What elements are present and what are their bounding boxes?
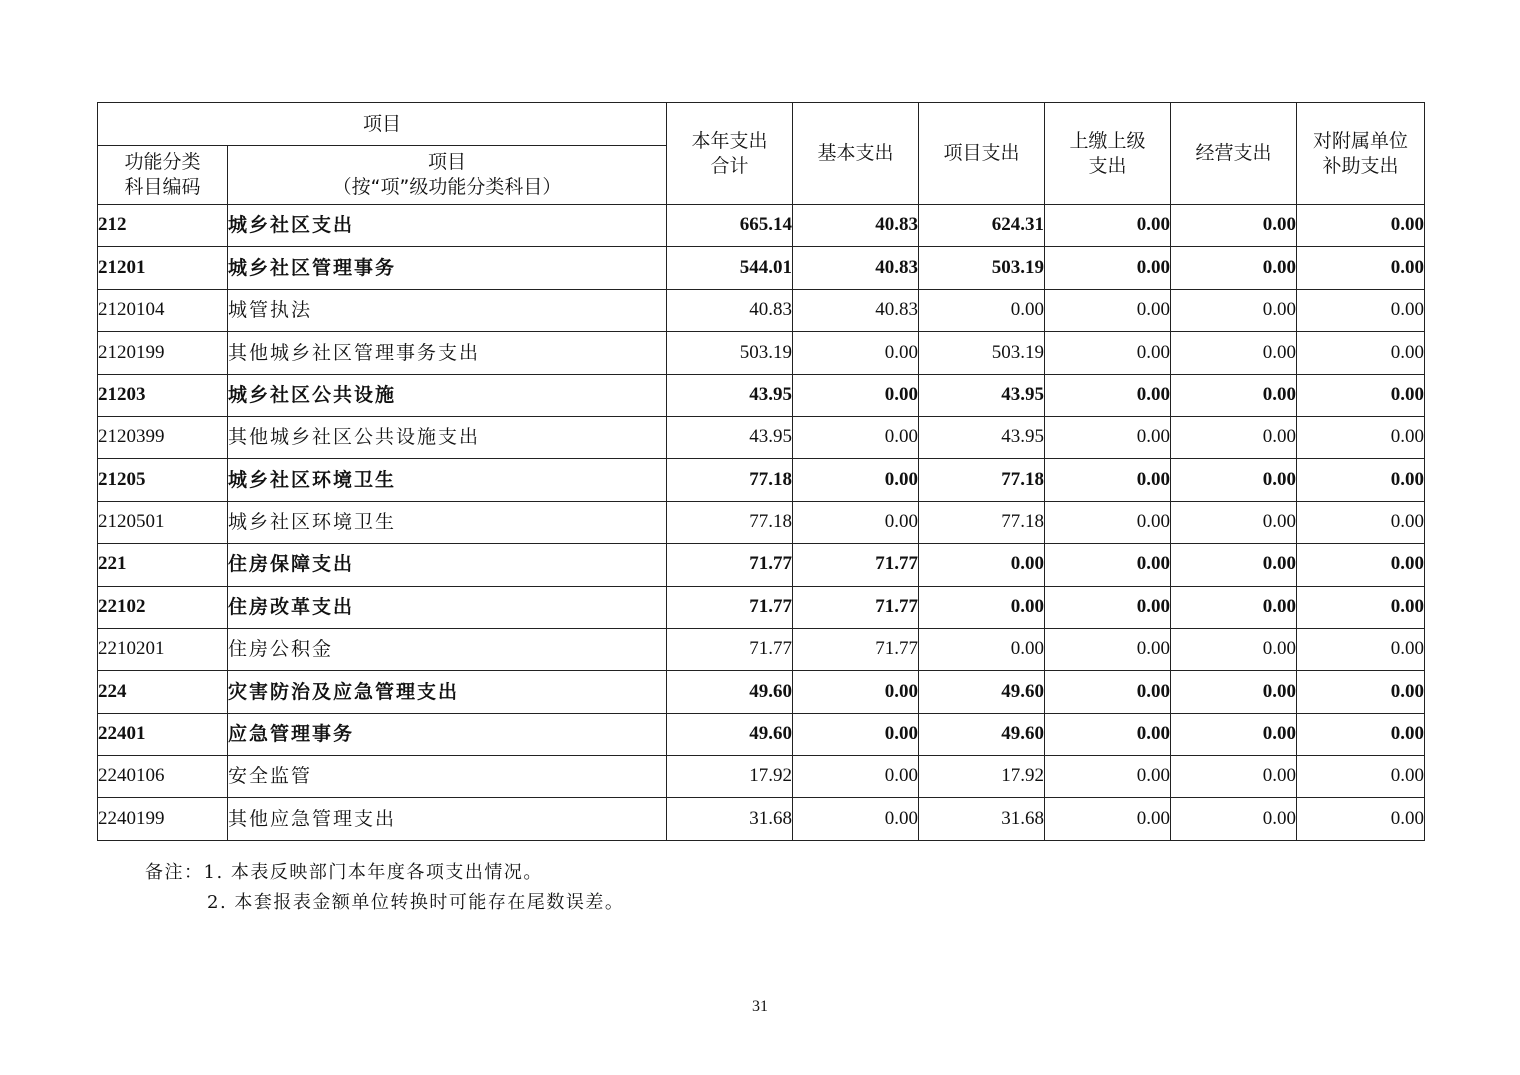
table-body <box>98 205 1425 841</box>
cell-upper: 0.00 <box>1045 332 1171 374</box>
cell-operating: 0.00 <box>1171 798 1297 840</box>
cell-total: 43.95 <box>667 374 793 416</box>
cell-basic: 71.77 <box>793 586 919 628</box>
table-row <box>98 289 1425 331</box>
header-basic: 基本支出 <box>793 103 919 205</box>
cell-code: 2210201 <box>98 628 228 670</box>
cell-name: 应急管理事务 <box>228 713 667 755</box>
table-row <box>98 713 1425 755</box>
cell-code: 2120199 <box>98 332 228 374</box>
cell-name: 城管执法 <box>228 289 667 331</box>
cell-basic: 71.77 <box>793 628 919 670</box>
cell-name: 灾害防治及应急管理支出 <box>228 671 667 713</box>
table-row <box>98 247 1425 289</box>
cell-project: 624.31 <box>919 205 1045 247</box>
cell-project: 43.95 <box>919 374 1045 416</box>
cell-subsidiary: 0.00 <box>1297 671 1425 713</box>
table-row <box>98 586 1425 628</box>
cell-project: 17.92 <box>919 756 1045 798</box>
cell-project: 0.00 <box>919 586 1045 628</box>
cell-subsidiary: 0.00 <box>1297 374 1425 416</box>
cell-upper: 0.00 <box>1045 289 1171 331</box>
cell-project: 0.00 <box>919 628 1045 670</box>
expenditure-table <box>97 102 1425 841</box>
cell-project: 503.19 <box>919 247 1045 289</box>
cell-total: 31.68 <box>667 798 793 840</box>
header-name: 项目 （按“项”级功能分类科目） <box>228 146 667 205</box>
cell-operating: 0.00 <box>1171 416 1297 458</box>
cell-subsidiary: 0.00 <box>1297 756 1425 798</box>
notes <box>145 858 624 918</box>
cell-total: 49.60 <box>667 713 793 755</box>
table-row <box>98 459 1425 501</box>
cell-name: 住房改革支出 <box>228 586 667 628</box>
table-row <box>98 205 1425 247</box>
cell-subsidiary: 0.00 <box>1297 332 1425 374</box>
cell-code: 22102 <box>98 586 228 628</box>
cell-project: 31.68 <box>919 798 1045 840</box>
cell-upper: 0.00 <box>1045 628 1171 670</box>
cell-subsidiary: 0.00 <box>1297 289 1425 331</box>
cell-basic: 0.00 <box>793 798 919 840</box>
cell-basic: 40.83 <box>793 289 919 331</box>
cell-name: 其他城乡社区公共设施支出 <box>228 416 667 458</box>
cell-basic: 0.00 <box>793 416 919 458</box>
cell-operating: 0.00 <box>1171 756 1297 798</box>
table-row <box>98 332 1425 374</box>
table-row <box>98 628 1425 670</box>
header-project: 项目支出 <box>919 103 1045 205</box>
cell-name: 城乡社区环境卫生 <box>228 501 667 543</box>
cell-project: 503.19 <box>919 332 1045 374</box>
cell-code: 21201 <box>98 247 228 289</box>
cell-project: 0.00 <box>919 544 1045 586</box>
cell-name: 住房公积金 <box>228 628 667 670</box>
cell-project: 77.18 <box>919 459 1045 501</box>
cell-basic: 0.00 <box>793 501 919 543</box>
cell-upper: 0.00 <box>1045 501 1171 543</box>
cell-operating: 0.00 <box>1171 544 1297 586</box>
table-row <box>98 756 1425 798</box>
cell-subsidiary: 0.00 <box>1297 501 1425 543</box>
cell-upper: 0.00 <box>1045 416 1171 458</box>
cell-code: 21205 <box>98 459 228 501</box>
cell-total: 43.95 <box>667 416 793 458</box>
cell-project: 49.60 <box>919 671 1045 713</box>
header-item-group: 项目 <box>98 103 667 146</box>
cell-operating: 0.00 <box>1171 628 1297 670</box>
cell-code: 212 <box>98 205 228 247</box>
cell-basic: 40.83 <box>793 247 919 289</box>
cell-subsidiary: 0.00 <box>1297 586 1425 628</box>
cell-upper: 0.00 <box>1045 798 1171 840</box>
cell-operating: 0.00 <box>1171 289 1297 331</box>
cell-basic: 71.77 <box>793 544 919 586</box>
cell-total: 77.18 <box>667 501 793 543</box>
cell-total: 71.77 <box>667 544 793 586</box>
cell-name: 城乡社区公共设施 <box>228 374 667 416</box>
cell-code: 221 <box>98 544 228 586</box>
cell-project: 49.60 <box>919 713 1045 755</box>
cell-subsidiary: 0.00 <box>1297 459 1425 501</box>
header-upper: 上缴上级 支出 <box>1045 103 1171 205</box>
cell-code: 22401 <box>98 713 228 755</box>
table-row <box>98 416 1425 458</box>
cell-upper: 0.00 <box>1045 459 1171 501</box>
cell-basic: 0.00 <box>793 671 919 713</box>
table-row <box>98 671 1425 713</box>
note-line-2: 2. 本套报表金额单位转换时可能存在尾数误差。 <box>207 892 625 913</box>
cell-name: 安全监管 <box>228 756 667 798</box>
cell-upper: 0.00 <box>1045 713 1171 755</box>
cell-name: 城乡社区支出 <box>228 205 667 247</box>
cell-basic: 0.00 <box>793 374 919 416</box>
cell-code: 21203 <box>98 374 228 416</box>
cell-code: 2120501 <box>98 501 228 543</box>
header-subsidiary: 对附属单位 补助支出 <box>1297 103 1425 205</box>
cell-upper: 0.00 <box>1045 374 1171 416</box>
cell-total: 665.14 <box>667 205 793 247</box>
cell-total: 17.92 <box>667 756 793 798</box>
cell-subsidiary: 0.00 <box>1297 628 1425 670</box>
cell-subsidiary: 0.00 <box>1297 416 1425 458</box>
cell-basic: 0.00 <box>793 713 919 755</box>
cell-upper: 0.00 <box>1045 247 1171 289</box>
cell-name: 城乡社区环境卫生 <box>228 459 667 501</box>
header-total: 本年支出 合计 <box>667 103 793 205</box>
table-row <box>98 798 1425 840</box>
cell-basic: 0.00 <box>793 756 919 798</box>
cell-code: 2240199 <box>98 798 228 840</box>
cell-project: 43.95 <box>919 416 1045 458</box>
cell-total: 71.77 <box>667 628 793 670</box>
cell-upper: 0.00 <box>1045 544 1171 586</box>
cell-operating: 0.00 <box>1171 247 1297 289</box>
cell-operating: 0.00 <box>1171 459 1297 501</box>
cell-operating: 0.00 <box>1171 713 1297 755</box>
cell-name: 城乡社区管理事务 <box>228 247 667 289</box>
cell-upper: 0.00 <box>1045 671 1171 713</box>
header-row-top <box>98 103 1425 146</box>
cell-total: 49.60 <box>667 671 793 713</box>
cell-code: 2120399 <box>98 416 228 458</box>
cell-operating: 0.00 <box>1171 501 1297 543</box>
cell-total: 503.19 <box>667 332 793 374</box>
cell-total: 544.01 <box>667 247 793 289</box>
cell-basic: 40.83 <box>793 205 919 247</box>
cell-total: 71.77 <box>667 586 793 628</box>
page-number: 31 <box>752 998 768 1015</box>
cell-operating: 0.00 <box>1171 671 1297 713</box>
cell-basic: 0.00 <box>793 459 919 501</box>
cell-operating: 0.00 <box>1171 374 1297 416</box>
table-row <box>98 374 1425 416</box>
cell-project: 0.00 <box>919 289 1045 331</box>
cell-code: 2120104 <box>98 289 228 331</box>
cell-subsidiary: 0.00 <box>1297 798 1425 840</box>
cell-subsidiary: 0.00 <box>1297 247 1425 289</box>
cell-subsidiary: 0.00 <box>1297 205 1425 247</box>
header-code: 功能分类 科目编码 <box>98 146 228 205</box>
cell-total: 40.83 <box>667 289 793 331</box>
cell-total: 77.18 <box>667 459 793 501</box>
cell-name: 其他应急管理支出 <box>228 798 667 840</box>
cell-basic: 0.00 <box>793 332 919 374</box>
cell-operating: 0.00 <box>1171 332 1297 374</box>
table-row <box>98 544 1425 586</box>
cell-upper: 0.00 <box>1045 205 1171 247</box>
note-line-1: 备注：1. 本表反映部门本年度各项支出情况。 <box>145 862 543 883</box>
cell-name: 其他城乡社区管理事务支出 <box>228 332 667 374</box>
header-operating: 经营支出 <box>1171 103 1297 205</box>
cell-operating: 0.00 <box>1171 205 1297 247</box>
cell-subsidiary: 0.00 <box>1297 544 1425 586</box>
cell-operating: 0.00 <box>1171 586 1297 628</box>
cell-project: 77.18 <box>919 501 1045 543</box>
cell-subsidiary: 0.00 <box>1297 713 1425 755</box>
cell-upper: 0.00 <box>1045 756 1171 798</box>
cell-name: 住房保障支出 <box>228 544 667 586</box>
cell-upper: 0.00 <box>1045 586 1171 628</box>
cell-code: 224 <box>98 671 228 713</box>
cell-code: 2240106 <box>98 756 228 798</box>
table-row <box>98 501 1425 543</box>
